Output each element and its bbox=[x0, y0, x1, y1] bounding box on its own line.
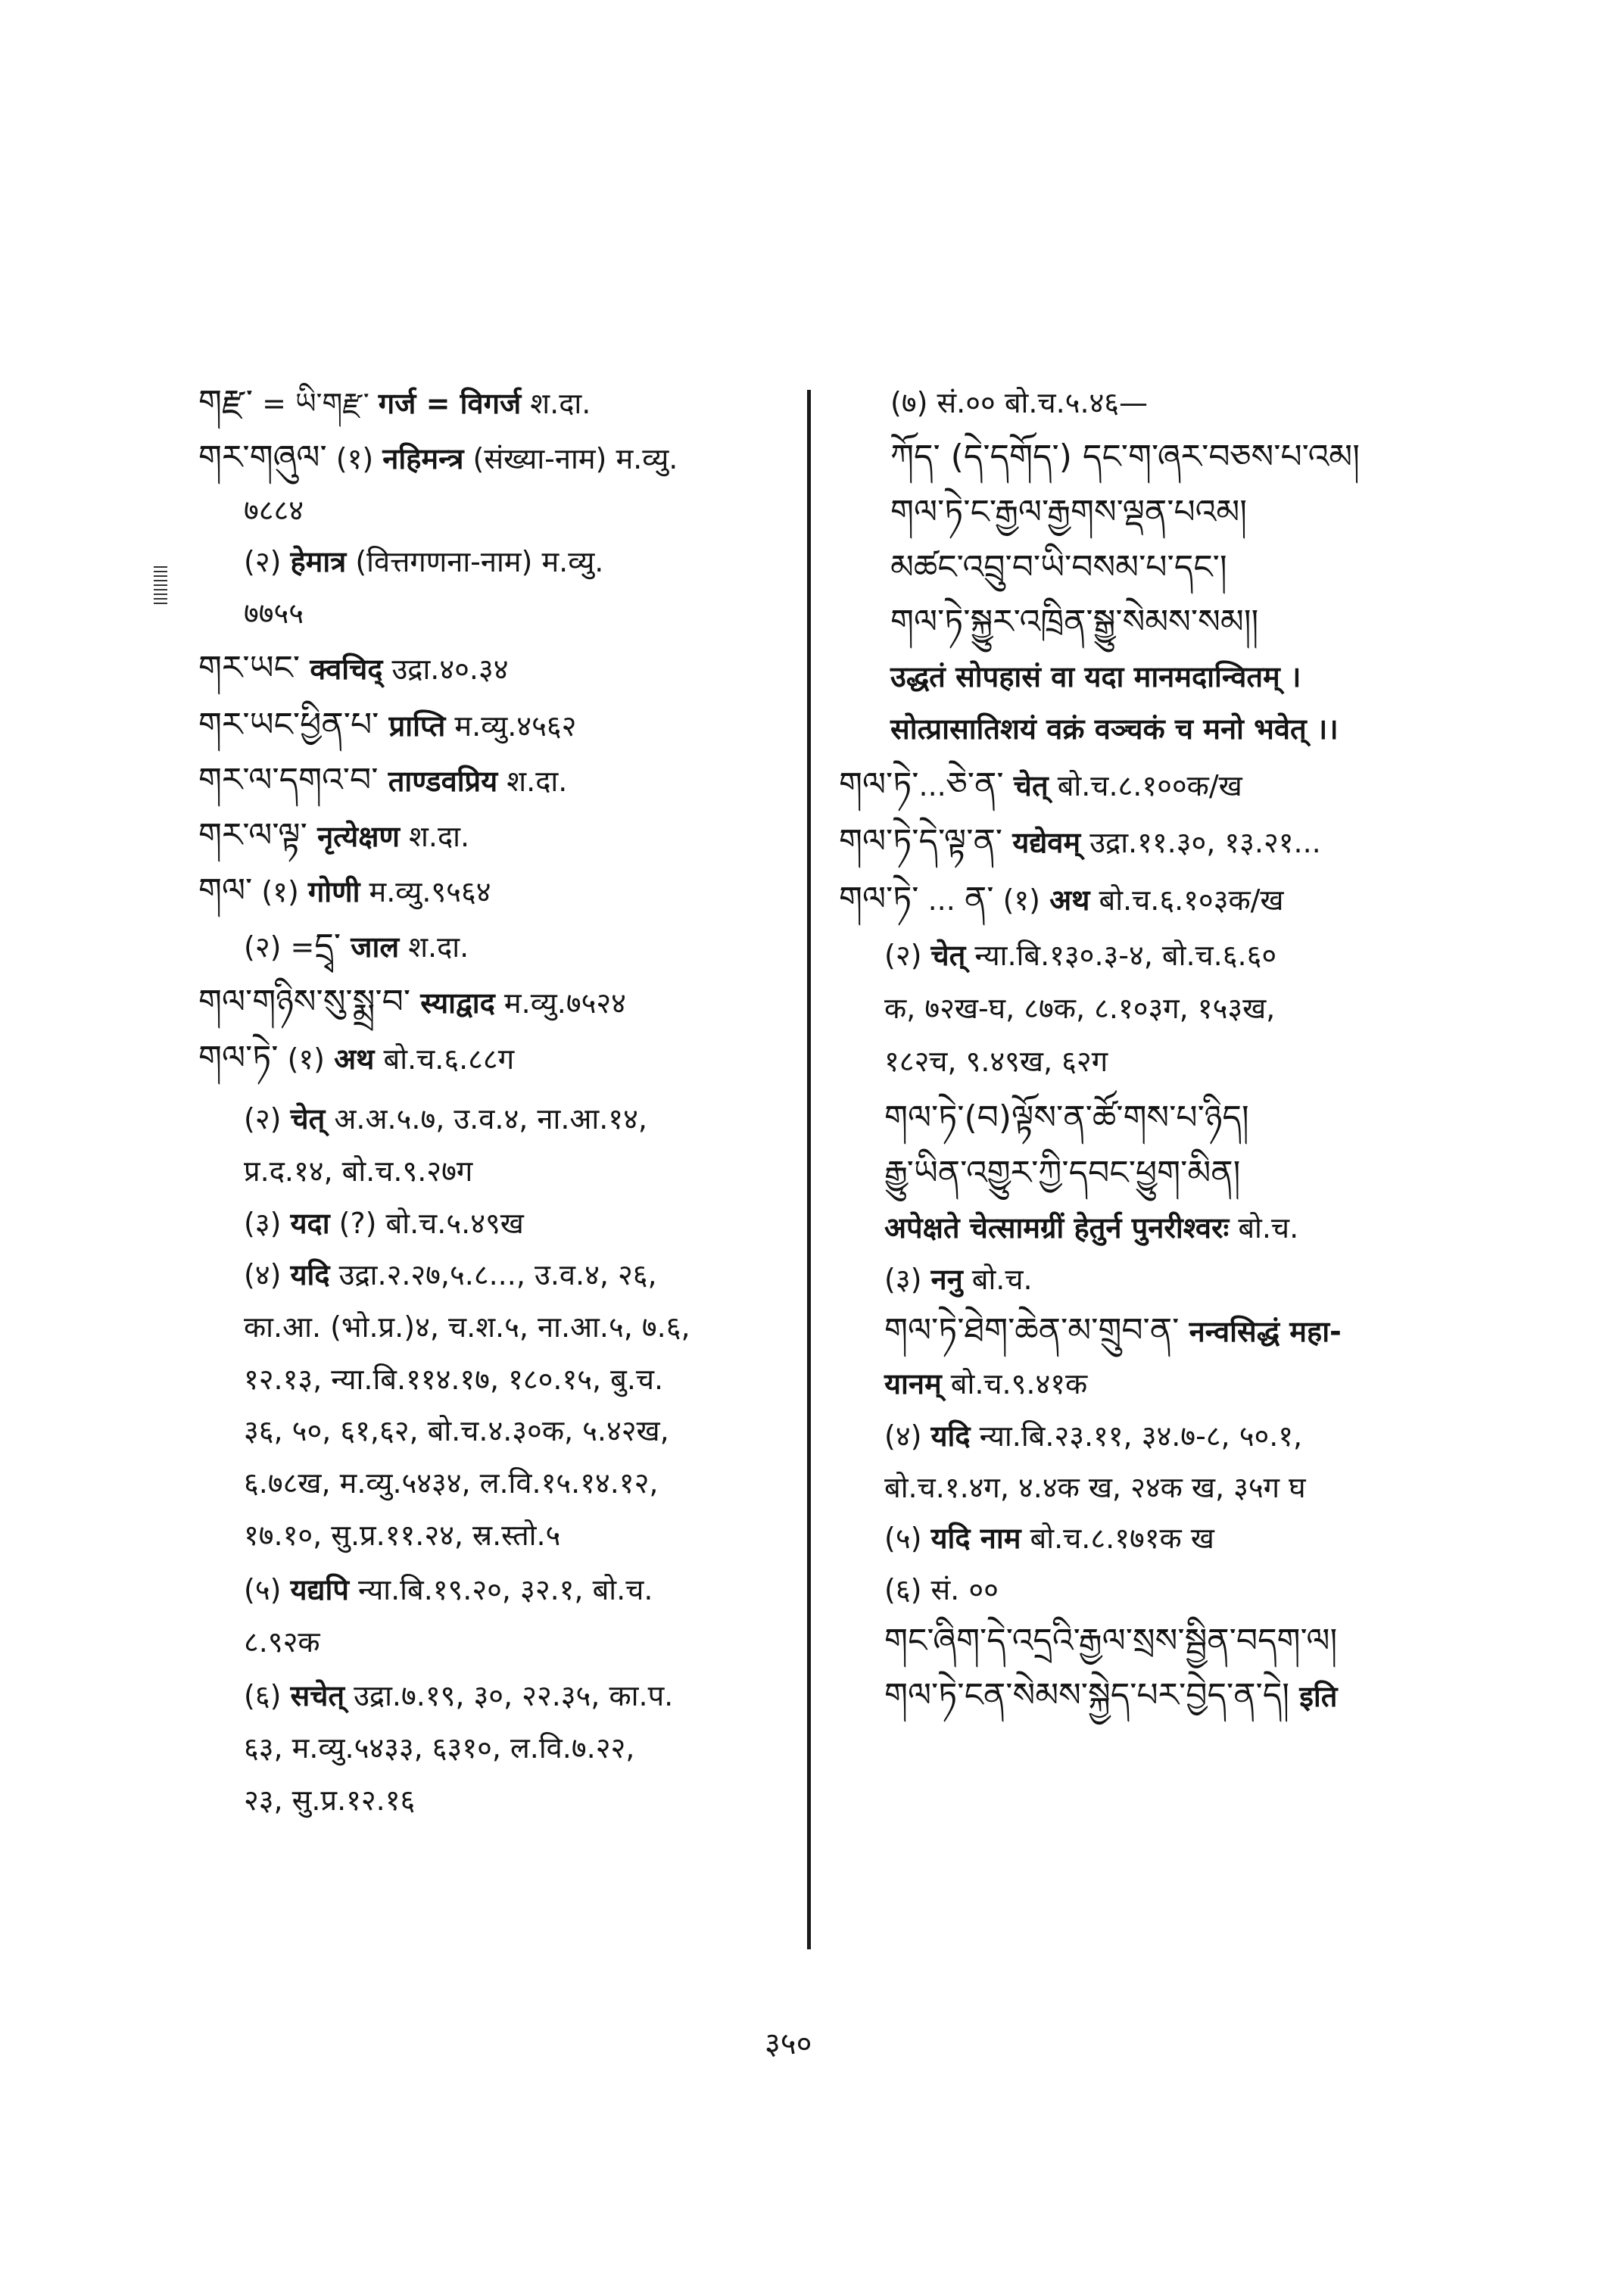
entry-line: (४) यदि न्या.बि.२३.११, ३४.७-८, ५०.१, bbox=[884, 1419, 1303, 1453]
entry-line: ८.९२क bbox=[244, 1625, 320, 1659]
entry-gal-te: གལ་ཏེ་ (१) अथ बो.च.६.८८ग bbox=[198, 1039, 515, 1077]
entry-gal: གལ་ (१) गोणी म.व्यु.९५६४ bbox=[198, 871, 491, 910]
entry-line: (३) ननु बो.च. bbox=[884, 1263, 1033, 1296]
entry-gal-gnyis: གལ་གཉིས་སུ་སྨྲ་བ་ स्याद्वाद म.व्यु.७५२४ bbox=[198, 983, 626, 1021]
entry-line: क, ७२ख-घ, ८७क, ८.१०३ग, १५३ख, bbox=[884, 992, 1276, 1025]
sanskrit-verse-line: सोत्प्रासातिशयं वक्रं वञ्चकं च मनो भवेत् ।। bbox=[890, 712, 1339, 746]
entry-line: २३, सु.प्र.१२.१६ bbox=[244, 1784, 416, 1817]
column-divider bbox=[807, 390, 811, 1949]
entry-line: यानम् बो.च.९.४१क bbox=[884, 1367, 1088, 1400]
entry-line: (६) सचेत् उद्रा.७.१९, ३०, २२.३५, का.प. bbox=[244, 1679, 674, 1712]
entry-line: གལ་ཏེ་ཐེག་ཆེན་མ་གྲུབ་ན་ नन्वसिद्धं महा- bbox=[884, 1311, 1342, 1350]
entry-line: (२) चेत् अ.अ.५.७, उ.व.४, ना.आ.१४, bbox=[244, 1102, 647, 1136]
entry-line: (२) हेमात्र (वित्तगणना-नाम) म.व्यु. bbox=[244, 545, 604, 578]
sanskrit-verse-line: उद्धतं सोपहासं वा यदा मानमदान्वितम् । bbox=[890, 660, 1301, 693]
entry-line: १२.१३, न्या.बि.११४.१७, १८०.१५, बु.च. bbox=[244, 1363, 664, 1396]
margin-mark bbox=[154, 566, 167, 606]
tibetan-verse-line: གལ་ཏེ་ངན་སེམས་སྐྱེད་པར་བྱེད་ན་དེ། इति bbox=[884, 1676, 1338, 1715]
entry-line: प्र.द.१४, बो.च.९.२७ग bbox=[244, 1154, 473, 1188]
entry-gar-la-dgav: གར་ལ་དགའ་བ་ ताण्डवप्रिय श.दा. bbox=[198, 761, 568, 799]
tibetan-verse-line: རྒྱུ་ཡིན་འགྱུར་ཀྱི་དབང་ཕྱུག་མིན། bbox=[884, 1154, 1241, 1192]
entry-line: (७) सं.०० बो.च.५.४६— bbox=[890, 386, 1149, 419]
entry-line: (५) यदि नाम बो.च.८.१७१क ख bbox=[884, 1522, 1214, 1555]
entry-line: ३६, ५०, ६१,६२, बो.च.४.३०क, ५.४२ख, bbox=[244, 1414, 669, 1447]
tibetan-verse-line: ཀོད་ (དེ་དགོད་) དང་ག་ཞར་བཅས་པ་འམ། bbox=[890, 438, 1360, 476]
entry-line: ६.७८ख, म.व्यु.५४३४, ल.वि.१५.१४.१२, bbox=[244, 1466, 659, 1500]
entry-gardza: གརྫ་ = ཡི་གརྫ་ गर्ज = विगर्ज श.दा. bbox=[198, 383, 591, 422]
entry-line: १८२च, ९.४९ख, ६२ग bbox=[884, 1045, 1108, 1078]
entry-gar-yang: གར་ཡང་ क्वचिद् उद्रा.४०.३४ bbox=[198, 649, 509, 687]
entry-line: (५) यद्यपि न्या.बि.१९.२०, ३२.१, बो.च. bbox=[244, 1573, 653, 1606]
entry-gar-zhul: གར་གཞུལ་ (१) नहिमन्त्र (संख्या-नाम) म.व्यु. bbox=[198, 438, 678, 477]
tibetan-verse-line: གང་ཞིག་དེ་འདྲའི་རྒྱལ་སྲས་སྦྱིན་བདག་ལ། bbox=[884, 1622, 1338, 1660]
entry-gal-te-cen: གལ་ཏེ་...ཅེ་ན་ चेत् बो.च.८.१००क/ख bbox=[839, 765, 1242, 804]
entry-gal-te-de-lta: གལ་ཏེ་དེ་ལྟ་ན་ यद्येवम् उद्रा.११.३०, १३.२१... bbox=[839, 822, 1321, 861]
entry-line: का.आ. (भो.प्र.)४, च.श.५, ना.आ.५, ७.६, bbox=[244, 1310, 690, 1344]
entry-gar-la-lta: གར་ལ་ལྟ་ नृत्येक्षण श.दा. bbox=[198, 816, 470, 855]
entry-line: (४) यदि उद्रा.२.२७,५.८..., उ.व.४, २६, bbox=[244, 1258, 657, 1291]
entry-line: ६३, म.व्यु.५४३३, ६३१०, ल.वि.७.२२, bbox=[244, 1731, 635, 1765]
entry-line: ७८८४ bbox=[244, 494, 304, 527]
entry-gar-yang-phyin: གར་ཡང་ཕྱིན་པ་ प्राप्ति म.व्यु.४५६२ bbox=[198, 706, 577, 744]
tibetan-verse-line: གལ་ཏེ་སྐྱུར་འཁྲིན་སྒྱུ་སེམས་སམ།། bbox=[890, 603, 1259, 641]
entry-line: बो.च.१.४ग, ४.४क ख, २४क ख, ३५ग घ bbox=[884, 1471, 1306, 1504]
entry-line: (३) यदा (?) बो.च.५.४९ख bbox=[244, 1207, 524, 1240]
tibetan-verse-line: གལ་ཏེ་(བ)ལྟོས་ན་ཚོ་གས་པ་ཉིད། bbox=[884, 1098, 1249, 1137]
entry-line: (२) =དྲྭ་ जाल श.दा. bbox=[244, 927, 469, 965]
sanskrit-verse-line: अपेक्षते चेत्सामग्रीं हेतुर्न पुनरीश्वरः बो.च. bbox=[884, 1211, 1299, 1245]
entry-line: ७७५५ bbox=[244, 597, 304, 630]
entry-line: (६) सं. ०० bbox=[884, 1573, 999, 1606]
entry-gal-te-na: གལ་ཏེ་ ... ན་ (१) अथ बो.च.६.१०३क/ख bbox=[839, 880, 1284, 918]
page-number: ३५० bbox=[765, 2027, 812, 2061]
entry-line: १७.१०, सु.प्र.११.२४, स्र.स्तो.५ bbox=[244, 1519, 561, 1552]
entry-line: (२) चेत् न्या.बि.१३०.३-४, बो.च.६.६० bbox=[884, 939, 1277, 972]
tibetan-verse-line: གལ་ཏེ་ང་རྒྱལ་རྒྱགས་ལྡན་པའམ། bbox=[890, 493, 1248, 531]
tibetan-verse-line: མཚང་འབྲུ་བ་ཡི་བསམ་པ་དང་། bbox=[890, 548, 1227, 587]
